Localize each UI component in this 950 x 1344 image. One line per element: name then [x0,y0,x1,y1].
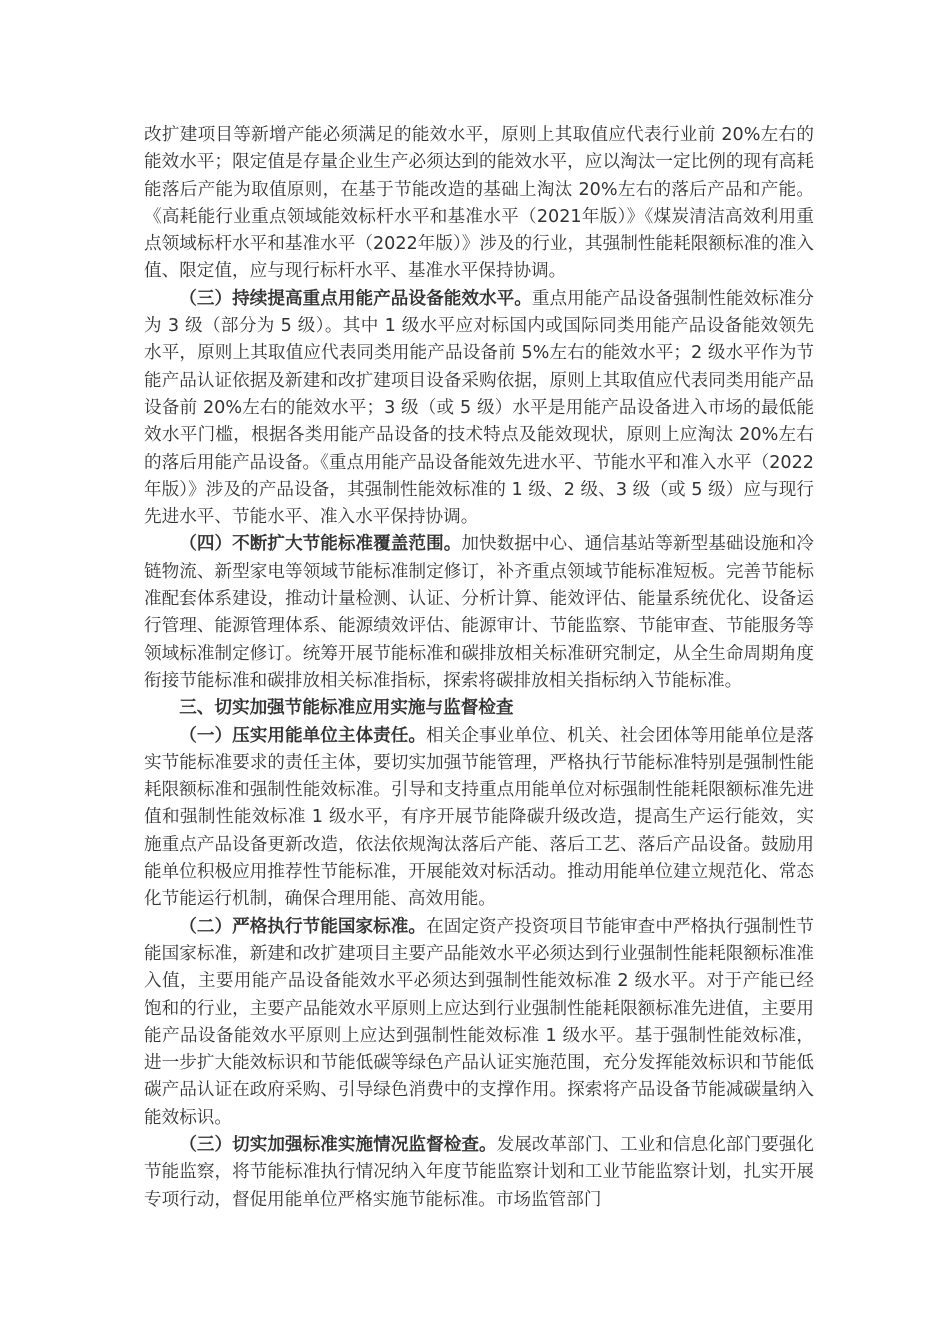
paragraph-text: 改扩建项目等新增产能必须满足的能效水平，原则上其取值应代表行业前 20%左右的能效水平；限定值是存量企业生产必须达到的能效水平，应以淘汰一定比例的现有高耗能落后产能为取值原则，在基于节能改造的基础上淘汰 20%左右的落后产品和产能。《高耗能行业重点领域能效标杆水平和基准水平（2021年版）》《煤炭清洁高效利用重点领域标杆水平和基准水平（2022年版）》涉及的行业，其强制性能耗限额标准的准入值、限定值，应与现行标杆水平、基准水平保持协调。 [144,125,814,282]
subsection-heading: （三）持续提高重点用能产品设备能效水平。 [179,288,532,309]
paragraph-text: 在固定资产投资项目节能审查中严格执行强制性节能国家标准，新建和改扩建项目主要产品能效水平必须达到行业强制性能耗限额标准准入值，主要用能产品设备能效水平必须达到强制性能效标准 2 级水平。对于产能已经饱和的行业，主要产品能效水平原则上应达到行业强制性能耗限额标准先进值，主要用能产品设备能效水平原则上应达到强制性能效标准 1 级水平。基于强制性能效标准，进一步扩大能效标识和节能低碳等绿色产品认证实施范围，充分发挥能效标识和节能低碳产品认证在政府采购、引导绿色消费中的支撑作用。探索将产品设备节能减碳量纳入能效标识。 [144,916,814,1128]
document-body [144,122,814,1214]
paragraph-section-3-1 [144,723,814,914]
paragraph-text: 重点用能产品设备强制性能效标准分为 3 级（部分为 5 级）。其中 1 级水平应对标国内或国际同类用能产品设备能效领先水平，原则上其取值应代表同类用能产品设备前 5%左右的能效水平；2 级水平作为节能产品认证依据及新建和改扩建项目设备采购依据，原则上其取值应代表同类用能产品设备前 20%左右的能效水平；3 级（或 5 级）水平是用能产品设备进入市场的最低能效水平门槛，根据各类用能产品设备的技术特点及能效现状，原则上应淘汰 20%左右的落后用能产品设备。《重点用能产品设备能效先进水平、节能水平和准入水平（2022年版）》涉及的产品设备，其强制性能效标准的 1 级、2 级、3 级（或 5 级）应与现行先进水平、节能水平、准入水平保持协调。 [144,288,814,528]
paragraph-text: 加快数据中心、通信基站等新型基础设施和冷链物流、新型家电等领域节能标准制定修订，补齐重点领域节能标准短板。完善节能标准配套体系建设，推动计量检测、认证、分析计算、能效评估、能量系统优化、设备运行管理、能源管理体系、能源绩效评估、能源审计、节能监察、节能审查、节能服务等领域标准制定修订。统筹开展节能标准和碳排放相关标准研究制定，从全生命周期角度衔接节能标准和碳排放相关标准指标，探索将碳排放相关指标纳入节能标准。 [144,534,814,691]
subsection-heading: （二）严格执行节能国家标准。 [179,916,427,937]
paragraph-section-2-3 [144,286,814,532]
paragraph-text: 相关企事业单位、机关、社会团体等用能单位是落实节能标准要求的责任主体，要切实加强节能管理，严格执行节能标准特别是强制性能耗限额标准和强制性能效标准。引导和支持重点用能单位对标强制性能耗限额标准先进值和强制性能效标准 1 级水平，有序开展节能降碳升级改造，提高生产运行能效，实施重点产品设备更新改造，依法依规淘汰落后产能、落后工艺、落后产品设备。鼓励用能单位积极应用推荐性节能标准，开展能效对标活动。推动用能单位建立规范化、常态化节能运行机制，确保合理用能、高效用能。 [144,725,814,910]
subsection-heading: （一）压实用能单位主体责任。 [179,725,427,746]
section-heading-3: 三、切实加强节能标准应用实施与监督检查 [179,698,514,719]
paragraph-section-2-4 [144,531,814,695]
paragraph-energy-efficiency-levels [144,122,814,286]
paragraph-section-3-2 [144,914,814,1132]
paragraph-section-3-3 [144,1132,814,1214]
subsection-heading: （三）切实加强标准实施情况监督检查。 [179,1134,497,1155]
paragraph-text: 发展改革部门、工业和信息化部门要强化节能监察，将节能标准执行情况纳入年度节能监察计划和工业节能监察计划，扎实开展专项行动，督促用能单位严格实施节能标准。市场监管部门 [144,1134,814,1210]
subsection-heading: （四）不断扩大节能标准覆盖范围。 [179,534,462,555]
